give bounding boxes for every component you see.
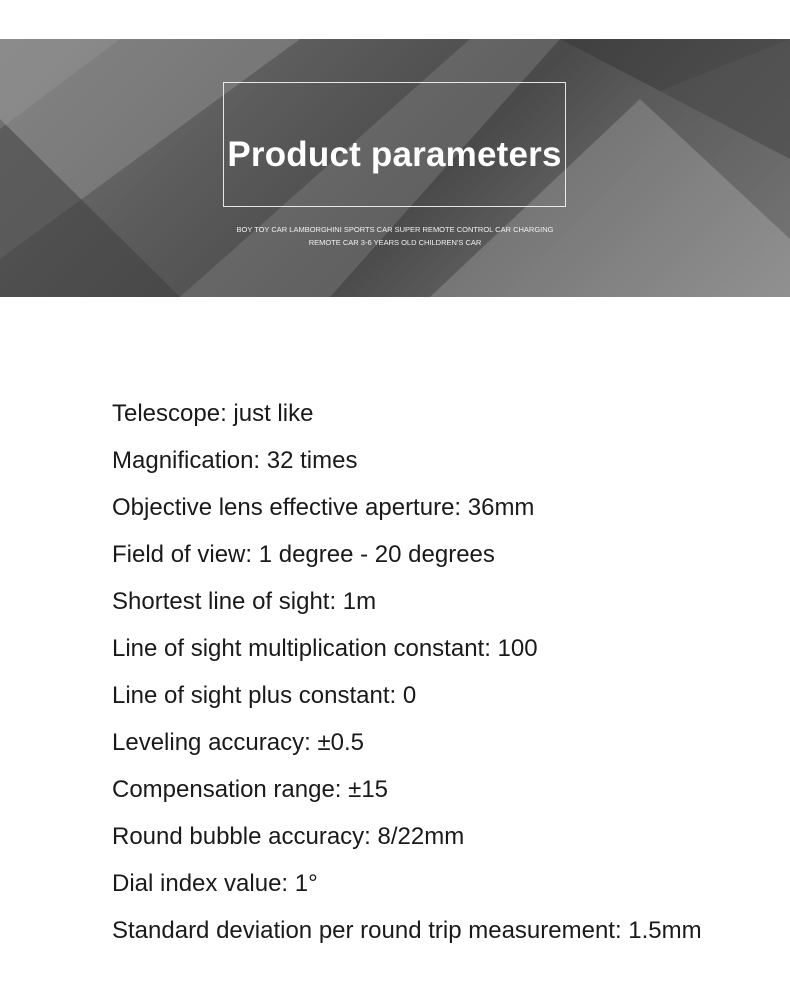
spec-standard-deviation: Standard deviation per round trip measurement: 1.5mm <box>112 917 702 944</box>
banner-subtitle <box>220 223 570 249</box>
banner <box>0 39 790 297</box>
spec-bubble-accuracy: Round bubble accuracy: 8/22mm <box>112 823 465 850</box>
page-title: Product parameters <box>227 135 562 174</box>
spec-plus-constant: Line of sight plus constant: 0 <box>112 682 417 709</box>
spec-field-of-view: Field of view: 1 degree - 20 degrees <box>112 541 495 568</box>
spec-telescope: Telescope: just like <box>112 400 314 427</box>
subtitle-line: REMOTE CAR 3-6 YEARS OLD CHILDREN'S CAR <box>308 238 482 247</box>
spec-list <box>112 397 702 961</box>
spec-multiplication-constant: Line of sight multiplication constant: 100 <box>112 635 538 662</box>
spec-dial-index: Dial index value: 1° <box>112 870 318 897</box>
spec-objective-aperture: Objective lens effective aperture: 36mm <box>112 494 535 521</box>
subtitle-line: BOY TOY CAR LAMBORGHINI SPORTS CAR SUPER REMOTE CONTROL CAR CHARGING <box>236 225 554 234</box>
title-frame <box>223 82 566 207</box>
spec-leveling-accuracy: Leveling accuracy: ±0.5 <box>112 729 364 756</box>
spec-shortest-sight: Shortest line of sight: 1m <box>112 588 377 615</box>
spec-magnification: Magnification: 32 times <box>112 447 358 474</box>
spec-compensation-range: Compensation range: ±15 <box>112 776 389 803</box>
